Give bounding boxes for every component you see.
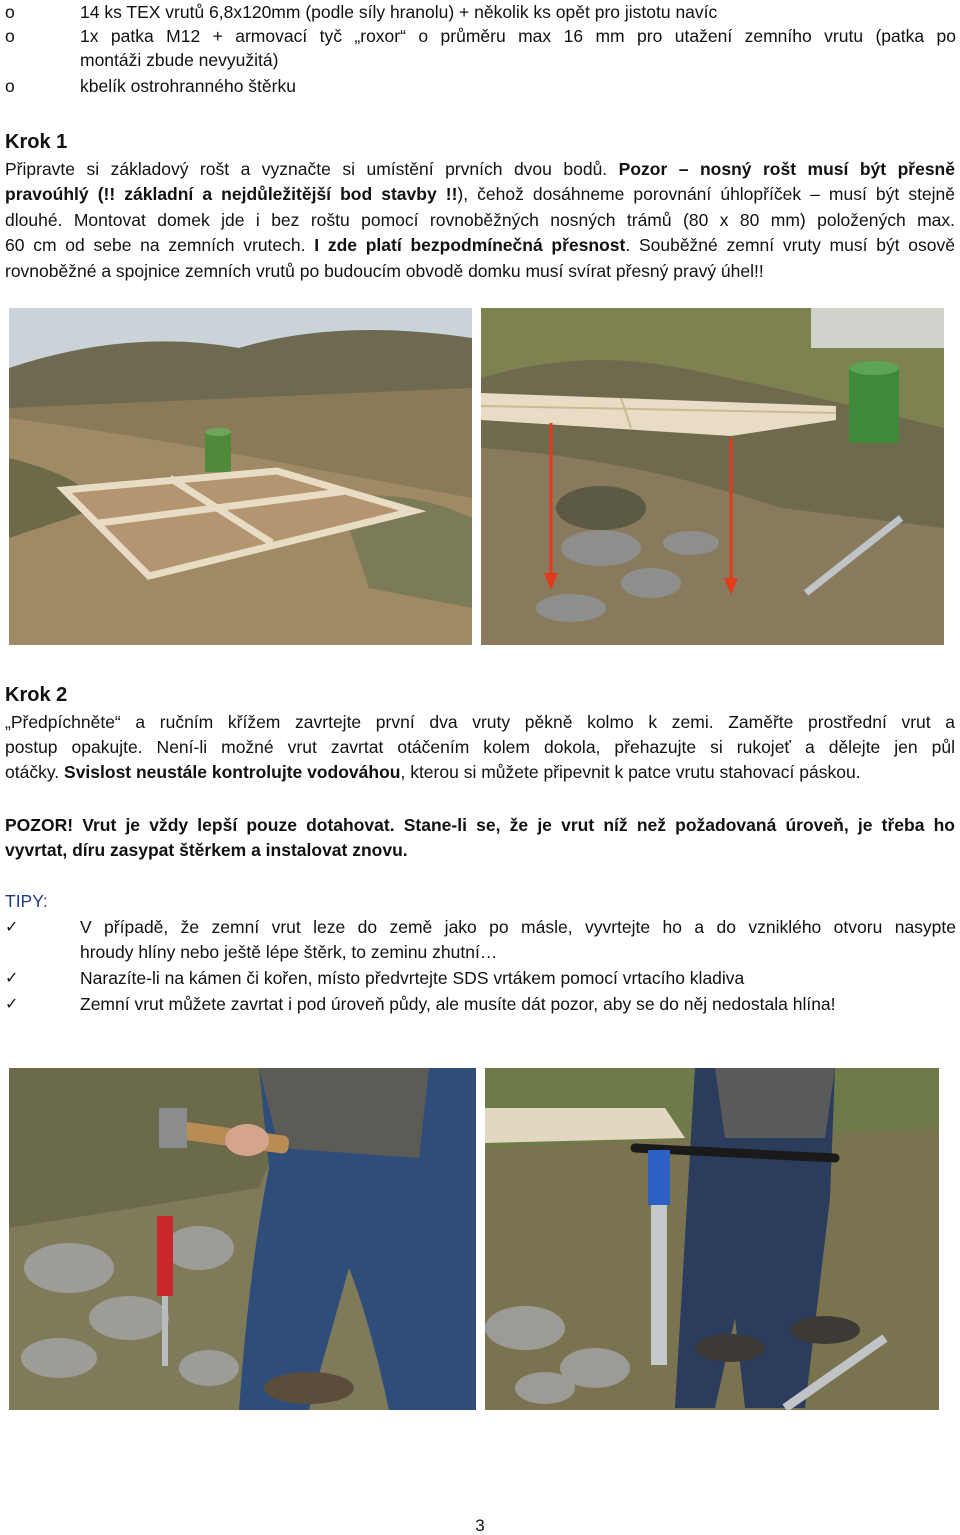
step-2-line: otáčky. Svislost neustále kontrolujte vodováhou, kterou si můžete připevnit k patce vrutu stahovací páskou.: [5, 762, 861, 782]
checkmark-icon: ✓: [5, 994, 19, 1013]
tips-heading: TIPY:: [5, 891, 48, 911]
tip-item: Zemní vrut můžete zavrtat i pod úroveň půdy, ale musíte dát pozor, aby se do něj nedostala hlína!: [80, 994, 836, 1014]
warning-line: POZOR! Vrut je vždy lepší pouze dotahovat. Stane-li se, že je vrut níž než požadovaná úroveň, je třeba ho: [5, 815, 955, 835]
checkmark-icon: ✓: [5, 917, 19, 936]
checkmark-icon: ✓: [5, 968, 19, 987]
step-2-heading: Krok 2: [5, 684, 68, 706]
page-number: 3: [475, 1516, 485, 1535]
photo-turning-screw: [485, 1068, 939, 1410]
step-1-heading: Krok 1: [5, 131, 68, 153]
list-bullet: o: [5, 2, 15, 22]
step-1-line: rovnoběžné a spojnice zemních vrutů po budoucím obvodě domku musí svírat přesný pravý úhel!!: [5, 261, 764, 281]
material-item: 14 ks TEX vrutů 6,8x120mm (podle síly hranolu) + několik ks opět pro jistotu navíc: [80, 2, 718, 22]
step-1-line: dlouhé. Montovat domek jde i bez roštu pomocí rovnoběžných nosných trámů (80 x 80 mm) položených max.: [5, 210, 955, 230]
tip-item: Narazíte-li na kámen či kořen, místo předvrtejte SDS vrtákem pomocí vrtacího kladiva: [80, 968, 745, 988]
photo-hammering-screw: [9, 1068, 476, 1410]
material-item: kbelík ostrohranného štěrku: [80, 76, 296, 96]
material-item-continuation: montáži zbude nevyužitá): [80, 50, 279, 70]
step-1-line: pravoúhlý (!! základní a nejdůležitější bod stavby !!), čehož dosáhneme porovnání úhlopříček – musí být stejně: [5, 184, 956, 204]
list-bullet: o: [5, 26, 15, 46]
step-2-line: postup opakujte. Není-li možné vrut zavrtat otáčením kolem dokola, přehazujte si rukojeť a dělejte jen půl: [5, 737, 955, 757]
material-item: 1x patka M12 + armovací tyč „roxor“ o průměru max 16 mm pro utažení zemního vrutu (patka po: [80, 26, 956, 46]
tip-item-continuation: hroudy hlíny nebo ještě lépe štěrk, to zeminu zhutní…: [80, 942, 498, 962]
warning-line: vyvrtat, díru zasypat štěrkem a instalovat znovu.: [5, 840, 408, 860]
tip-item: V případě, že zemní vrut leze do země jako po másle, vyvrtejte ho a do vzniklého otvoru nasypte: [80, 917, 956, 937]
step-2-line: „Předpíchněte“ a ručním křížem zavrtejte první dva vruty pěkně kolmo k zemi. Zaměřte prostřední vrut a: [5, 712, 955, 732]
list-bullet: o: [5, 76, 15, 96]
photo-frame-with-markers: [481, 308, 944, 645]
photo-foundation-grid: [9, 308, 472, 645]
step-1-line: Připravte si základový rošt a vyznačte si umístění prvních dvou bodů. Pozor – nosný rošt musí být přesně: [5, 159, 955, 179]
step-1-line: 60 cm od sebe na zemních vrutech. I zde platí bezpodmínečná přesnost. Souběžné zemní vruty musí být osově: [5, 235, 955, 255]
